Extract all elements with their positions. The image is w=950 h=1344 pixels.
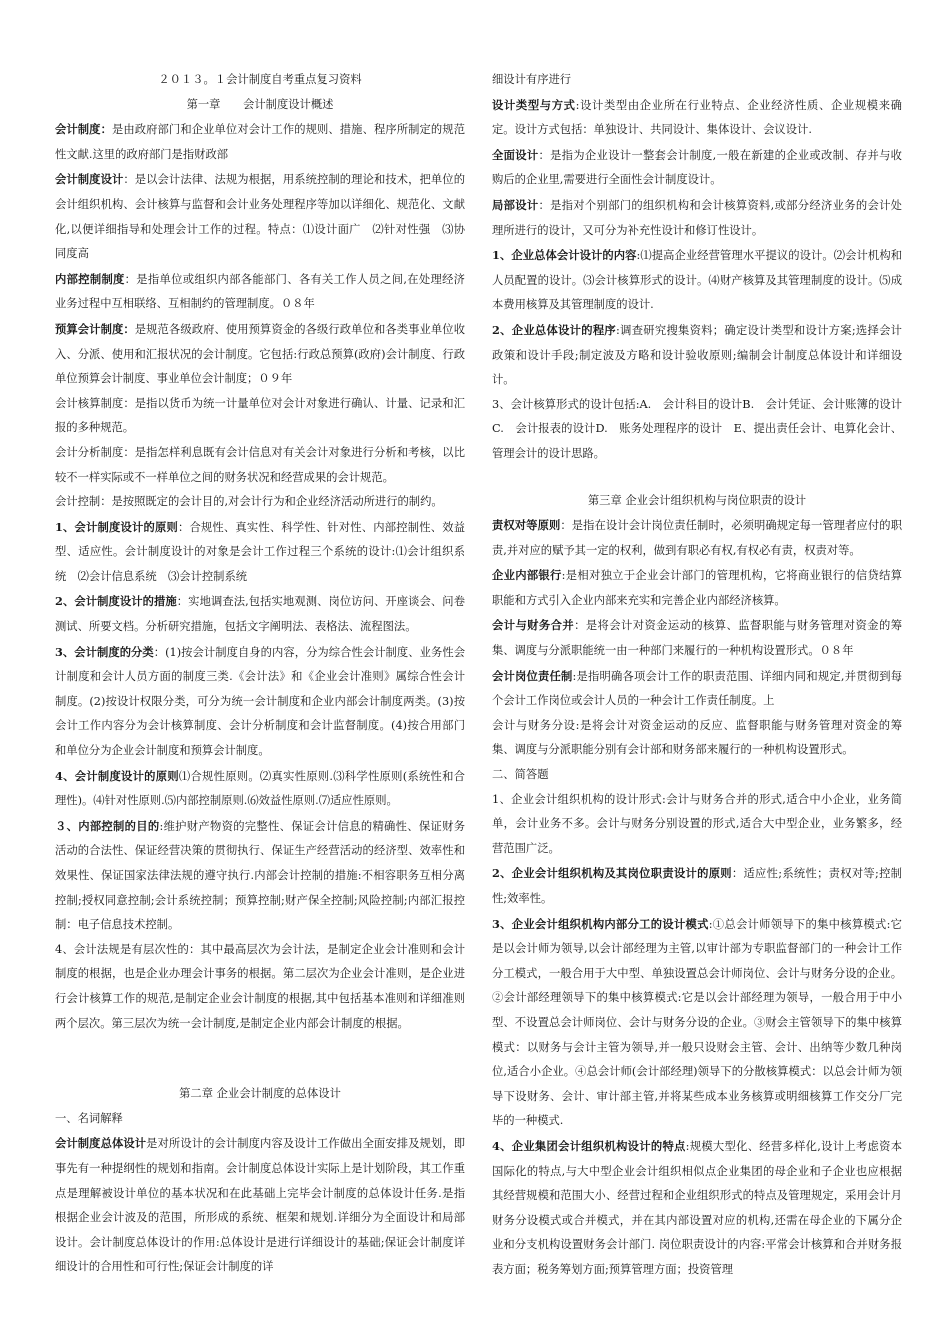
paragraph xyxy=(492,563,902,613)
paragraph xyxy=(492,788,902,862)
term-label: 责权对等原则 xyxy=(492,518,561,533)
paragraph xyxy=(492,143,902,193)
paragraph xyxy=(492,513,902,563)
title-text: 第一章 会计制度设计概述 xyxy=(186,97,334,111)
paragraph xyxy=(492,912,902,1134)
term-label: 3、会计制度的分类 xyxy=(55,644,154,659)
paragraph xyxy=(492,763,902,788)
paragraph-text: :是指明确各项会计工作的职责范围、详细内同和规定,并贯彻到每个会计工作岗位或会计人员的一种会计工作责任制度。上 xyxy=(492,669,902,708)
term-label: 内部控制制度 xyxy=(55,271,125,286)
section-title xyxy=(55,1082,465,1107)
term-label: 会计制度设计 xyxy=(55,172,124,187)
title-text: ２０１３。１会计制度自考重点复习资料 xyxy=(158,73,362,86)
left-column xyxy=(55,68,465,1280)
paragraph xyxy=(55,515,465,590)
spacer xyxy=(55,1036,465,1082)
paragraph xyxy=(55,267,465,317)
term-label: 会计与财务合并 xyxy=(492,618,575,633)
paragraph xyxy=(55,317,465,392)
term-label: ３、内部控制的目的 xyxy=(55,818,160,833)
paragraph-text: 细设计有序进行 xyxy=(492,73,572,86)
title-text: 第三章 企业会计组织机构与岗位职责的设计 xyxy=(587,493,807,507)
term-label: 1、企业总体会计设计的内容 xyxy=(492,248,637,263)
paragraph xyxy=(492,318,902,393)
paragraph-text: ⑴合规性原则。⑵真实性原则.⑶科学性原则(系统性和合理性)。⑷针对性原则.⑸内部控制原则.⑹效益性原则.⑺适应性原则。 xyxy=(55,769,465,808)
paragraph xyxy=(55,1131,465,1280)
term-label: 会计制度总体设计 xyxy=(55,1136,147,1151)
paragraph-text: ：实地调查法,包括实地观测、岗位访问、开座谈会、问卷测试、所要文档。分析研究措施，包括文字阐明法、表格法、流程图法。 xyxy=(55,595,465,634)
term-label: 预算会计制度： xyxy=(55,321,135,336)
term-label: 4、会计制度设计的原则 xyxy=(55,768,179,783)
paragraph-text: :规模大型化、经营多样化,设计上考虑资本国际化的特点,与大中型企业会计组织相似点企业集团的母企业和子企业也应根据其经营规模和范围大小、经营过程和企业组织形式的特点及管理规定，采用会计月财务分设模式或合并模式，并在其内部设置对应的机构,还需在母企业的下属分企业和分支机构设置财务会计部门. 岗位职责设计的内容:平常会计核算和合并财务报表方面；税务筹划方面;预算管理方面；投资管理 xyxy=(492,1139,902,1276)
paragraph-text: 4、会计法规是有层次性的：其中最高层次为会计法，是制定企业会计准则和会计制度的根据，也是企业办理会计事务的根据。第二层次为企业会计准则，是企业进行会计核算工作的规范,是制定企业会计制度的根据,其中包括基本准则和详细准则两个层次。第三层次为统一会计制度,是制定企业内部会计制度的根据。 xyxy=(55,942,465,1030)
paragraph xyxy=(492,613,902,663)
paragraph-text: :①总会计师领导下的集中核算模式:它是以会计师为领导,以会计部经理为主管,以审计部为专职监督部门的一种会计工作分工模式，一般合用于大中型、单独设置总会计师岗位、会计与财务分设的企业。②会计部经理领导下的集中核算模式:它是以会计部经理为领导，一般合用于中小型、不设置总会计师岗位、会计与财务分设的企业。③财会主管领导下的集中核算模式：以财务与会计主管为领导,并一般只设财会主管、会计、出纳等少数几种岗位,适合小企业。④总会计师(会计部经理)领导下的分散核算模式：以总会计师为领导下设财务、会计、审计部主管,并将某些成本业务核算或明细核算工作交分厂完毕的一种模式. xyxy=(492,917,902,1128)
paragraph-text: ：是以会计法律、法规为根据，用系统控制的理论和技术，把单位的会计组织机构、会计核算与监督和会计业务处理程序等加以详细化、规范化、文献化,以便详细指导和处理会计工作的过程。特点：⑴设计面广 ⑵针对性强 ⑶协同度高 xyxy=(55,173,465,261)
paragraph-text: 3、会计核算形式的设计包括:A. 会计科目的设计B. 会计凭证、会计账簿的设计C. 会计报表的设计D. 账务处理程序的设计 E、提出责任会计、电算化会计、管理会计的设计思路。 xyxy=(492,397,902,460)
section-title xyxy=(492,489,902,514)
paragraph-text: :是相对独立于企业会计部门的管理机构，它将商业银行的信贷结算职能和方式引入企业内部来充实和完善企业内部经济核算。 xyxy=(492,569,902,607)
paragraph-text: ：是指为企业设计一整套会计制度,一般在新建的企业或改制、存并与收购后的企业里,需要进行全面性会计制度设计。 xyxy=(492,148,902,187)
term-label: 4、企业集团会计组织机构设计的特点 xyxy=(492,1138,686,1153)
term-label: 企业内部银行 xyxy=(492,568,562,583)
paragraph-text: 是规范各级政府、使用预算资金的各级行政单位和各类事业单位收入、分派、使用和汇报状况的会计制度。它包括:行政总预算(政府)会计制度、行政单位预算会计制度、事业单位会计制度；０９年 xyxy=(55,322,465,386)
paragraph xyxy=(492,193,902,243)
title-text: 第二章 企业会计制度的总体设计 xyxy=(179,1087,341,1101)
paragraph-text: 一、名词解释 xyxy=(55,1111,123,1125)
paragraph xyxy=(492,664,902,714)
paragraph-text: ：适应性;系统性；责权对等;控制性;效率性。 xyxy=(492,867,902,905)
paragraph-text: :⑴提高企业经营管理水平提议的设计。⑵会计机构和人员配置的设计。⑶会计核算形式的设计。⑷财产核算及其管理制度的设计。⑸成本费用核算及其管理制度的设计. xyxy=(492,249,902,312)
paragraph xyxy=(55,490,465,515)
paragraph-text: ：是指单位或组织内部各能部门、各有关工作人员之间,在处理经济业务过程中互相联络、互相制约的管理制度。０８年 xyxy=(55,272,465,311)
paragraph-text: ：(1)按会计制度自身的内容，分为综合性会计制度、业务性会计制度和会计人员方面的制度三类.《会计法》和《企业会计准则》属综合性会计制度。(2)按设计权限分类，可分为统一会计制度和企业内部会计制度两类。(3)按会计工作内容分为会计核算制度、会计分析制度和会计监督制度。(4)按合用部门和单位分为企业会计制度和预算会计制度。 xyxy=(55,645,465,758)
paragraph-text: ：合规性、真实性、科学性、针对性、内部控制性、效益型、适应性。会计制度设计的对象是会计工作过程三个系统的设计:⑴会计组织系统 ⑵会计信息系统 ⑶会计控制系统 xyxy=(55,520,465,583)
paragraph-text: ：是指在设计会计岗位责任制时，必须明确规定每一管理者应付的职责,并对应的赋予其一定的权利，做到有职必有权,有权必有责，权责对等。 xyxy=(492,519,902,557)
paragraph xyxy=(55,938,465,1036)
paragraph xyxy=(55,589,465,639)
term-label: 全面设计 xyxy=(492,147,539,162)
paragraph-text: 是由政府部门和企业单位对会计工作的规则、措施、程序所制定的规范性文献.这里的政府部门是指财政部 xyxy=(55,123,465,161)
paragraph-text: ：是将会计对资金运动的核算、监督职能与财务管理对资金的筹集、调度与分派职能统一由一种部门来履行的一种机构设置形式。０８年 xyxy=(492,619,902,658)
paragraph xyxy=(55,117,465,167)
section-title xyxy=(55,93,465,118)
paragraph xyxy=(492,243,902,318)
term-label: 局部设计 xyxy=(492,197,539,212)
term-label: 设计类型与方式 xyxy=(492,97,576,112)
term-label: 2、企业总体设计的程序 xyxy=(492,322,617,337)
paragraph-text: ：是指对个别部门的组织机构和会计核算资料,或部分经济业务的会计处理所进行的设计，又可分为补充性设计和修订性设计。 xyxy=(492,198,902,237)
paragraph xyxy=(55,392,465,441)
paragraph xyxy=(492,714,902,763)
term-label: 会计制度： xyxy=(55,122,112,137)
paragraph-text: :维护财产物资的完整性、保证会计信息的精确性、保证财务活动的合法性、保证经营决策的贯彻执行、保证生产经营活动的经济型、效率性和效果性、保证国家法律法规的遵守执行.内部会计控制的措施:不相容职务互相分离控制;授权同意控制;会计系统控制；预算控制;财产保全控制;风险控制;内部汇报控制：电子信息技术控制。 xyxy=(55,819,465,932)
right-column xyxy=(492,68,902,1283)
paragraph xyxy=(492,861,902,911)
paragraph-text: :调查研究搜集资料；确定设计类型和设计方案;选择会计政策和设计手段;制定波及方略和设计验收原则;编制会计制度总体设计和详细设计。 xyxy=(492,323,902,387)
paragraph-text: :设计类型由企业所在行业特点、企业经济性质、企业规模来确定。设计方式包括：单独设计、共同设计、集体设计、会议设计. xyxy=(492,98,902,137)
paragraph-text: 会计分析制度：是指怎样利息既有会计信息对有关会计对象进行分析和考核，以比较不一样实际或不一样单位之间的财务状况和经营成果的会计规范。 xyxy=(55,445,465,484)
paragraph-text: 会计控制：是按照既定的会计目的,对会计行为和企业经济活动所进行的制约。 xyxy=(55,495,443,509)
paragraph xyxy=(55,441,465,490)
paragraph-text: 二、简答题 xyxy=(492,768,549,782)
section-title xyxy=(55,68,465,93)
paragraph xyxy=(55,167,465,266)
paragraph-text: 1、企业会计组织机构的设计形式:会计与财务合并的形式,适合中小企业，业务简单，会计业务不多。会计与财务分别设置的形式,适合大中型企业，业务繁多，经营范围广泛。 xyxy=(492,792,902,855)
term-label: 1、会计制度设计的原则 xyxy=(55,519,178,534)
paragraph xyxy=(55,1107,465,1132)
paragraph-text: 会计与财务分设:是将会计对资金运动的反应、监督职能与财务管理对资金的筹集、调度与分派职能分别有会计部和财务部来履行的一种机构设置形式。 xyxy=(492,718,902,757)
paragraph xyxy=(55,640,465,764)
paragraph xyxy=(492,68,902,93)
term-label: 2、会计制度设计的措施 xyxy=(55,594,177,609)
term-label: 会计岗位责任制 xyxy=(492,668,573,683)
spacer xyxy=(492,467,902,489)
paragraph-text: 会计核算制度：是指以货币为统一计量单位对会计对象进行确认、计量、记录和汇报的多种规范。 xyxy=(55,396,465,435)
paragraph-text: 是对所设计的会计制度内容及设计工作做出全面安排及规划，即事先有一种提纲性的规划和指南。会计制度总体设计实际上是计划阶段，其工作重点是理解被设计单位的基本状况和在此基础上完毕会计制度的总体设计任务.是指根据企业会计波及的范围，所形成的系统、框架和规划.详细分为全面设计和局部设计。会计制度总体设计的作用:总体设计是进行详细设计的基础;保证会计制度详细设计的合用性和可行性;保证会计制度的详 xyxy=(55,1137,465,1274)
paragraph xyxy=(55,764,465,814)
term-label: 2、企业会计组织机构及其岗位职责设计的原则 xyxy=(492,866,732,881)
paragraph xyxy=(492,93,902,143)
paragraph xyxy=(492,393,902,467)
paragraph xyxy=(55,814,465,938)
term-label: 3、企业会计组织机构内部分工的设计模式 xyxy=(492,916,709,931)
paragraph xyxy=(492,1134,902,1283)
